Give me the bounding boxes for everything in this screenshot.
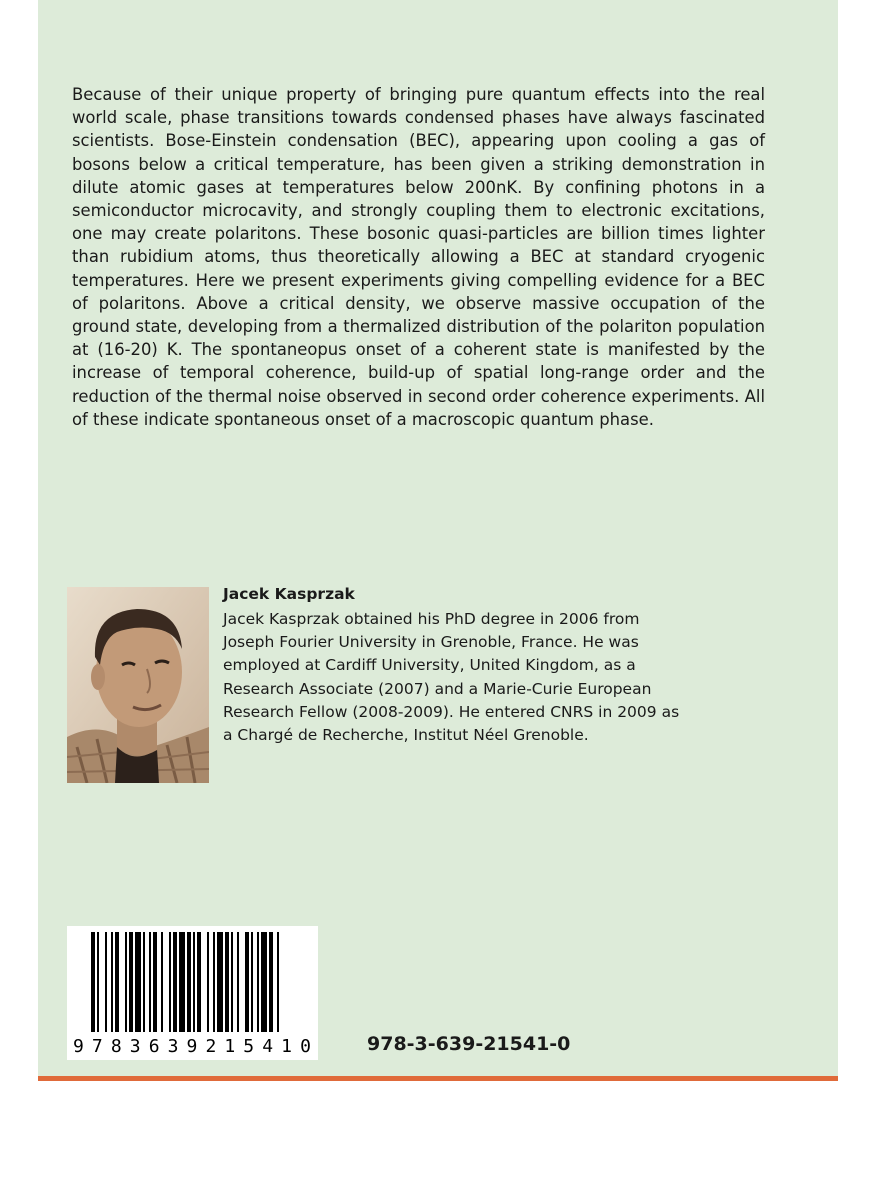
barcode-digit: 0 (300, 1036, 312, 1057)
barcode-digit: 2 (205, 1036, 218, 1057)
author-photo (67, 587, 209, 783)
barcode-bar (277, 932, 279, 1032)
isbn-number: 978-3-639-21541-0 (367, 1033, 571, 1055)
barcode-bars (67, 926, 318, 1038)
barcode-bar (197, 932, 201, 1032)
barcode-bar (179, 932, 185, 1032)
barcode-bar (251, 932, 253, 1032)
author-bio-line: Research Associate (2007) and a Marie-Curie European (223, 679, 652, 698)
barcode-digit: 3 (167, 1036, 180, 1057)
barcode-bar (169, 932, 171, 1032)
barcode-bar (245, 932, 249, 1032)
accent-bar (38, 1076, 838, 1081)
barcode-bar (207, 932, 209, 1032)
abstract-text: Because of their unique property of bringing pure quantum effects into the real world scale, phase transitions towards condensed phases have always fascinated scientists. Bose-Einstein condensation (BEC), appearing upon cooling a gas of bosons below a critical temperature, has been given a striking demonstration in dilute atomic gases at temperatures below 200nK. By confining photons in a semiconductor microcavity, and strongly coupling them to electronic excitations, one may create polaritons. These bosonic quasi-particles are billion times lighter than rubidium atoms, thus theoretically allowing a BEC at standard cryogenic temperatures. Here we present experiments giving compelling evidence for a BEC of polaritons. Above a critical density, we observe massive occupation of the ground state, developing from a thermalized distribution of the polariton population at (16-20) K. The spontaneopus onset of a coherent state is manifested by the increase of temporal coherence, build-up of spatial long-range order and the reduction of the thermal noise observed in second order coherence experiments. All of these indicate spontaneous onset of a macroscopic quantum phase. (72, 85, 765, 429)
barcode-bar (143, 932, 145, 1032)
barcode-bar (125, 932, 127, 1032)
barcode-bar (161, 932, 163, 1032)
barcode-bar (187, 932, 191, 1032)
author-name: Jacek Kasprzak (223, 585, 355, 603)
author-bio (223, 608, 763, 747)
barcode-digits (67, 1036, 318, 1057)
barcode-bar (115, 932, 119, 1032)
barcode-bar (173, 932, 177, 1032)
barcode-bar (111, 932, 113, 1032)
barcode-digit: 6 (148, 1036, 161, 1057)
author-bio-line: Jacek Kasprzak obtained his PhD degree in 2006 from (223, 610, 640, 628)
barcode-bar (261, 932, 267, 1032)
barcode-bar (231, 932, 233, 1032)
isbn-barcode (67, 926, 318, 1060)
barcode-digit: 1 (281, 1036, 293, 1057)
barcode-bar (193, 932, 195, 1032)
barcode-digit: 3 (129, 1036, 142, 1057)
barcode-digit: 5 (243, 1036, 256, 1057)
barcode-digit: 9 (73, 1036, 85, 1057)
barcode-bar (129, 932, 133, 1032)
author-bio-line: Joseph Fourier University in Grenoble, France. He was (223, 633, 639, 652)
barcode-bar (237, 932, 239, 1032)
barcode-bar (213, 932, 215, 1032)
barcode-bar (269, 932, 273, 1032)
barcode-digit: 9 (186, 1036, 199, 1057)
barcode-bar (105, 932, 107, 1032)
barcode-bar (257, 932, 259, 1032)
barcode-digit: 7 (91, 1036, 104, 1057)
barcode-bar (217, 932, 223, 1032)
barcode-bar (153, 932, 157, 1032)
barcode-bar (149, 932, 151, 1032)
barcode-digit: 4 (262, 1036, 275, 1057)
barcode-bar (91, 932, 95, 1032)
barcode-bar (225, 932, 229, 1032)
barcode-digit: 1 (224, 1036, 237, 1057)
barcode-digit: 8 (110, 1036, 123, 1057)
author-bio-line: employed at Cardiff University, United Kingdom, as a (223, 656, 636, 675)
author-bio-line: Research Fellow (2008-2009). He entered CNRS in 2009 as (223, 702, 680, 721)
author-bio-line: a Chargé de Recherche, Institut Néel Grenoble. (223, 726, 589, 745)
barcode-bar (135, 932, 141, 1032)
barcode-bar (97, 932, 99, 1032)
